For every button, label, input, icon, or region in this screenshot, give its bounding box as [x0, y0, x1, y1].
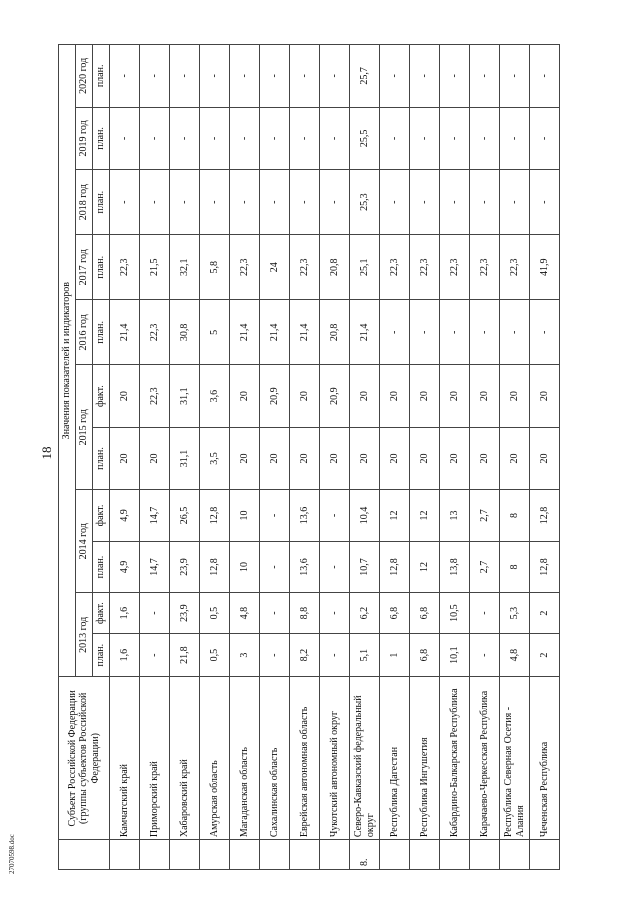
row-number — [200, 840, 230, 870]
header-year: 2017 год — [76, 235, 93, 300]
value-cell: - — [530, 107, 560, 169]
value-cell: - — [110, 107, 140, 169]
value-cell: - — [380, 107, 410, 169]
value-cell: 1,6 — [110, 633, 140, 676]
table-row — [260, 45, 290, 870]
subject-name: Чеченская Республика — [530, 677, 560, 840]
row-number — [260, 840, 290, 870]
value-cell: 20 — [380, 365, 410, 427]
value-cell: - — [230, 45, 260, 108]
value-cell: - — [500, 45, 530, 108]
value-cell: 13,8 — [440, 541, 470, 593]
value-cell: - — [260, 170, 290, 235]
value-cell: - — [260, 633, 290, 676]
value-cell: - — [290, 45, 320, 108]
value-cell: 20 — [440, 427, 470, 489]
value-cell: 20 — [290, 365, 320, 427]
value-cell: 4,8 — [500, 633, 530, 676]
value-cell: - — [200, 45, 230, 108]
value-cell: - — [440, 170, 470, 235]
value-cell: 6,8 — [410, 593, 440, 634]
value-cell: 6,8 — [410, 633, 440, 676]
header-year: 2018 год — [76, 170, 93, 235]
header-indicators: Значения показателей и индикаторов — [59, 45, 76, 677]
header-plan: план. — [93, 170, 110, 235]
subject-name: Кабардино-Балкарская Республика — [440, 677, 470, 840]
value-cell: 20 — [350, 427, 380, 489]
subject-name: Республика Ингушетия — [410, 677, 440, 840]
value-cell: 24 — [260, 235, 290, 300]
value-cell: 20 — [530, 365, 560, 427]
header-num-cell — [59, 840, 110, 870]
value-cell: 22,3 — [230, 235, 260, 300]
value-cell: 20 — [470, 427, 500, 489]
value-cell: 20 — [110, 427, 140, 489]
value-cell: - — [200, 107, 230, 169]
value-cell: 25,5 — [350, 107, 380, 169]
value-cell: 26,5 — [170, 490, 200, 542]
value-cell: 20,8 — [320, 300, 350, 365]
value-cell: 21,4 — [230, 300, 260, 365]
value-cell: 12,8 — [200, 490, 230, 542]
value-cell: - — [320, 541, 350, 593]
value-cell: 23,9 — [170, 541, 200, 593]
table-row — [110, 45, 140, 870]
value-cell: 22,3 — [380, 235, 410, 300]
subject-name: Магаданская область — [230, 677, 260, 840]
value-cell: - — [140, 107, 170, 169]
value-cell: - — [440, 45, 470, 108]
row-number — [470, 840, 500, 870]
value-cell: - — [470, 170, 500, 235]
row-number — [290, 840, 320, 870]
header-year: 2014 год — [76, 490, 93, 593]
value-cell: - — [380, 300, 410, 365]
header-subject: Субъект Российской Федерации (группы субъектов Российской Федерации) — [59, 677, 110, 840]
value-cell: 22,3 — [470, 235, 500, 300]
value-cell: - — [290, 170, 320, 235]
value-cell: - — [470, 300, 500, 365]
value-cell: - — [410, 107, 440, 169]
value-cell: 30,8 — [170, 300, 200, 365]
subject-name: Еврейская автономная область — [290, 677, 320, 840]
value-cell: 2 — [530, 593, 560, 634]
value-cell: - — [320, 593, 350, 634]
value-cell: 12,8 — [530, 490, 560, 542]
value-cell: - — [140, 633, 170, 676]
value-cell: - — [170, 45, 200, 108]
value-cell: 22,3 — [290, 235, 320, 300]
table-row — [470, 45, 500, 870]
value-cell: 13,6 — [290, 541, 320, 593]
value-cell: - — [260, 107, 290, 169]
value-cell: 5,3 — [500, 593, 530, 634]
value-cell: 14,7 — [140, 490, 170, 542]
value-cell: - — [230, 170, 260, 235]
header-plan: план. — [93, 541, 110, 593]
value-cell: 5,8 — [200, 235, 230, 300]
value-cell: 0,5 — [200, 593, 230, 634]
value-cell: 21,4 — [260, 300, 290, 365]
value-cell: 20 — [230, 427, 260, 489]
value-cell: 20 — [410, 365, 440, 427]
value-cell: 3,5 — [200, 427, 230, 489]
value-cell: - — [170, 170, 200, 235]
value-cell: 10,7 — [350, 541, 380, 593]
value-cell: 31,1 — [170, 365, 200, 427]
value-cell: 20 — [320, 427, 350, 489]
header-fact: факт. — [93, 490, 110, 542]
header-year: 2013 год — [76, 593, 93, 677]
value-cell: - — [410, 170, 440, 235]
table-row — [170, 45, 200, 870]
value-cell: - — [110, 170, 140, 235]
table-row — [230, 45, 260, 870]
value-cell: - — [260, 490, 290, 542]
value-cell: 10,5 — [440, 593, 470, 634]
row-number — [320, 840, 350, 870]
value-cell: 6,2 — [350, 593, 380, 634]
value-cell: 3,6 — [200, 365, 230, 427]
value-cell: 8 — [500, 490, 530, 542]
value-cell: 13,6 — [290, 490, 320, 542]
value-cell: 2,7 — [470, 541, 500, 593]
header-plan: план. — [93, 427, 110, 489]
value-cell: 22,3 — [140, 300, 170, 365]
value-cell: 22,3 — [110, 235, 140, 300]
rotated-table-container — [58, 44, 606, 870]
value-cell: - — [380, 45, 410, 108]
value-cell: 10,4 — [350, 490, 380, 542]
value-cell: 5,1 — [350, 633, 380, 676]
value-cell: 41,9 — [530, 235, 560, 300]
value-cell: - — [200, 170, 230, 235]
value-cell: 8,2 — [290, 633, 320, 676]
table-row — [410, 45, 440, 870]
row-number — [110, 840, 140, 870]
value-cell: - — [230, 107, 260, 169]
document-footer: 27070598.doc — [8, 834, 16, 874]
row-number — [140, 840, 170, 870]
subject-name: Приморский край — [140, 677, 170, 840]
value-cell: - — [320, 490, 350, 542]
header-year: 2019 год — [76, 107, 93, 169]
row-number — [380, 840, 410, 870]
value-cell: 12 — [410, 490, 440, 542]
table-row — [320, 45, 350, 870]
row-number — [410, 840, 440, 870]
table-row — [200, 45, 230, 870]
value-cell: 22,3 — [440, 235, 470, 300]
header-plan: план. — [93, 633, 110, 676]
subject-name: Северо-Кавказский федеральный округ — [350, 677, 380, 840]
value-cell: 25,1 — [350, 235, 380, 300]
value-cell: 20 — [410, 427, 440, 489]
value-cell: 12 — [410, 541, 440, 593]
value-cell: - — [290, 107, 320, 169]
value-cell: - — [500, 300, 530, 365]
value-cell: 10 — [230, 490, 260, 542]
table-row — [530, 45, 560, 870]
table-row — [500, 45, 530, 870]
value-cell: - — [530, 170, 560, 235]
value-cell: - — [500, 170, 530, 235]
value-cell: - — [320, 170, 350, 235]
value-cell: 20 — [290, 427, 320, 489]
value-cell: - — [170, 107, 200, 169]
header-fact: факт. — [93, 593, 110, 634]
subject-name: Амурская область — [200, 677, 230, 840]
value-cell: 14,7 — [140, 541, 170, 593]
value-cell: 2,7 — [470, 490, 500, 542]
value-cell: 10 — [230, 541, 260, 593]
subject-name: Республика Северная Осетия - Алания — [500, 677, 530, 840]
value-cell: 20 — [350, 365, 380, 427]
value-cell: 8,8 — [290, 593, 320, 634]
value-cell: 12,8 — [200, 541, 230, 593]
header-fact: факт. — [93, 365, 110, 427]
value-cell: - — [470, 633, 500, 676]
table-header — [59, 45, 110, 870]
value-cell: - — [410, 45, 440, 108]
value-cell: 21,8 — [170, 633, 200, 676]
header-year: 2020 год — [76, 45, 93, 108]
value-cell: - — [470, 593, 500, 634]
row-number — [530, 840, 560, 870]
value-cell: - — [530, 300, 560, 365]
value-cell: 20,8 — [320, 235, 350, 300]
value-cell: - — [110, 45, 140, 108]
value-cell: 4,9 — [110, 541, 140, 593]
value-cell: 22,3 — [410, 235, 440, 300]
value-cell: - — [140, 593, 170, 634]
value-cell: - — [320, 633, 350, 676]
header-year: 2015 год — [76, 365, 93, 490]
row-number — [440, 840, 470, 870]
table-body — [110, 45, 560, 870]
value-cell: 13 — [440, 490, 470, 542]
value-cell: 0,5 — [200, 633, 230, 676]
table-row — [140, 45, 170, 870]
header-plan: план. — [93, 107, 110, 169]
value-cell: 21,4 — [290, 300, 320, 365]
value-cell: 12,8 — [530, 541, 560, 593]
value-cell: 22,3 — [500, 235, 530, 300]
value-cell: - — [440, 300, 470, 365]
value-cell: 20 — [530, 427, 560, 489]
table-row — [350, 45, 380, 870]
value-cell: 20 — [440, 365, 470, 427]
value-cell: - — [500, 107, 530, 169]
value-cell: - — [140, 170, 170, 235]
value-cell: 12 — [380, 490, 410, 542]
value-cell: 1 — [380, 633, 410, 676]
subject-name: Чукотский автономный округ — [320, 677, 350, 840]
value-cell: 12,8 — [380, 541, 410, 593]
value-cell: 4,8 — [230, 593, 260, 634]
value-cell: - — [320, 107, 350, 169]
value-cell: 21,5 — [140, 235, 170, 300]
header-year: 2016 год — [76, 300, 93, 365]
header-plan: план. — [93, 45, 110, 108]
value-cell: 22,3 — [140, 365, 170, 427]
value-cell: 20 — [380, 427, 410, 489]
value-cell: 32,1 — [170, 235, 200, 300]
value-cell: 20 — [230, 365, 260, 427]
indicators-table — [58, 44, 560, 870]
value-cell: 20 — [260, 427, 290, 489]
value-cell: - — [140, 45, 170, 108]
value-cell: 25,3 — [350, 170, 380, 235]
value-cell: 4,9 — [110, 490, 140, 542]
value-cell: 1,6 — [110, 593, 140, 634]
table-row — [440, 45, 470, 870]
page-number: 18 — [39, 446, 54, 460]
value-cell: 25,7 — [350, 45, 380, 108]
subject-name: Хабаровский край — [170, 677, 200, 840]
value-cell: - — [260, 45, 290, 108]
value-cell: - — [530, 45, 560, 108]
value-cell: 3 — [230, 633, 260, 676]
value-cell: 6,8 — [380, 593, 410, 634]
value-cell: 23,9 — [170, 593, 200, 634]
subject-name: Карачаево-Черкесская Республика — [470, 677, 500, 840]
table-row — [290, 45, 320, 870]
row-number — [230, 840, 260, 870]
value-cell: 21,4 — [350, 300, 380, 365]
row-number — [170, 840, 200, 870]
value-cell: 20 — [140, 427, 170, 489]
value-cell: 2 — [530, 633, 560, 676]
value-cell: - — [470, 107, 500, 169]
row-number — [500, 840, 530, 870]
subject-name: Сахалинская область — [260, 677, 290, 840]
value-cell: - — [470, 45, 500, 108]
value-cell: 21,4 — [110, 300, 140, 365]
value-cell: 5 — [200, 300, 230, 365]
value-cell: - — [410, 300, 440, 365]
header-plan: план. — [93, 300, 110, 365]
value-cell: 20 — [500, 427, 530, 489]
value-cell: 31,1 — [170, 427, 200, 489]
table-row — [380, 45, 410, 870]
value-cell: - — [380, 170, 410, 235]
value-cell: - — [440, 107, 470, 169]
value-cell: 10,1 — [440, 633, 470, 676]
header-plan: план. — [93, 235, 110, 300]
value-cell: - — [320, 45, 350, 108]
value-cell: 20 — [470, 365, 500, 427]
value-cell: 8 — [500, 541, 530, 593]
subject-name: Республика Дагестан — [380, 677, 410, 840]
row-number: 8. — [350, 840, 380, 870]
value-cell: 20,9 — [260, 365, 290, 427]
value-cell: - — [260, 593, 290, 634]
value-cell: 20 — [500, 365, 530, 427]
value-cell: 20 — [110, 365, 140, 427]
subject-name: Камчатский край — [110, 677, 140, 840]
value-cell: 20,9 — [320, 365, 350, 427]
value-cell: - — [260, 541, 290, 593]
